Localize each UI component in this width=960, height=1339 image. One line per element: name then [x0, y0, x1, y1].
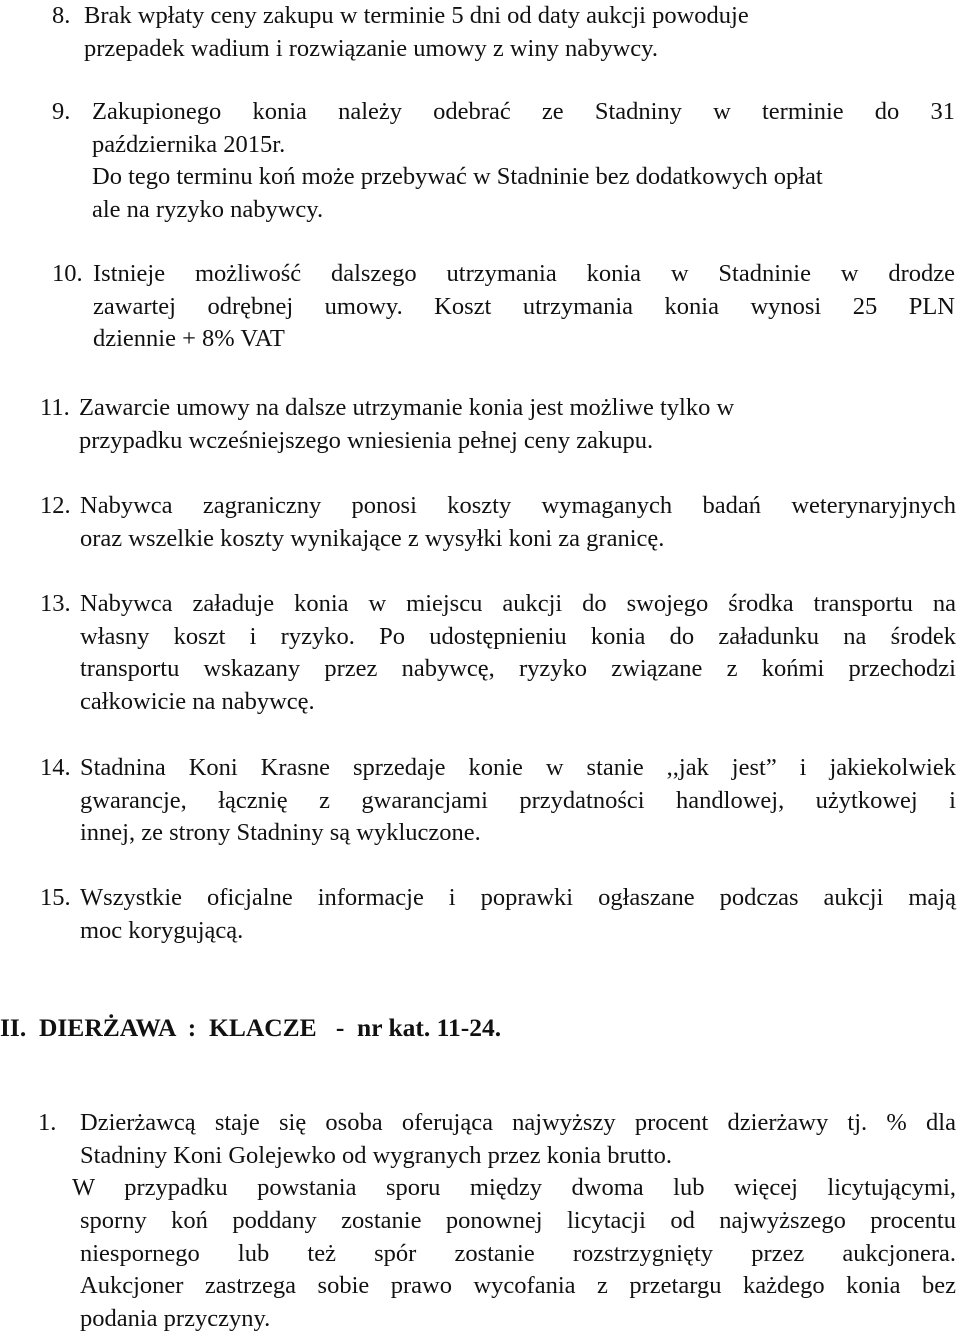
item-line: Brak wpłaty ceny zakupu w terminie 5 dni od daty aukcji powoduje — [84, 2, 749, 29]
item-line: Zawarcie umowy na dalsze utrzymanie konia jest możliwe tylko w — [79, 394, 735, 421]
item-line: innej, ze strony Stadniny są wykluczone. — [80, 819, 481, 847]
item-number: 1. — [38, 1109, 57, 1136]
paragraph-line: podania przyczyny. — [80, 1304, 271, 1332]
paragraph-line: W przypadku powstania sporu między dwoma lub więcej licytującymi, — [72, 1174, 956, 1201]
item-line: Nabywca załaduje konia w miejscu aukcji do swojego środka transportu na — [80, 590, 956, 617]
item-line: transportu wskazany przez nabywcę, ryzyko związane z końmi przechodzi — [80, 655, 956, 683]
item-line: przepadek wadium i rozwiązanie umowy z winy nabywcy. — [84, 34, 658, 62]
item-number: 8. — [52, 2, 71, 29]
paragraph-line: sporny koń poddany zostanie ponownej licytacji od najwyższego procentu — [80, 1207, 956, 1234]
item-number: 13. — [40, 590, 71, 617]
item-line: całkowicie na nabywcę. — [80, 687, 315, 715]
item-line: gwarancje, łącznię z gwarancjami przydatności handlowej, użytkowej i — [80, 786, 956, 814]
item-line: zawartej odrębnej umowy. Koszt utrzymania konia wynosi 25 PLN — [93, 292, 955, 320]
item-line: Dzierżawcą staje się osoba oferująca najwyższy procent dzierżawy tj. % dla — [80, 1109, 956, 1136]
section-heading — [0, 1011, 501, 1045]
item-line: Stadnina Koni Krasne sprzedaje konie w stanie ,,jak jest” i jakiekolwiek — [80, 754, 956, 781]
item-line: ale na ryzyko nabywcy. — [92, 195, 324, 223]
item-line: października 2015r. — [92, 130, 286, 158]
item-number: 11. — [40, 394, 70, 421]
section-heading-text: II. DIERŻAWA : KLACZE - nr kat. 11-24. — [0, 1013, 502, 1042]
item-line: dziennie + 8% VAT — [93, 325, 285, 353]
item-line: moc korygującą. — [80, 916, 244, 944]
item-number: 10. — [52, 260, 83, 287]
item-number: 12. — [40, 492, 71, 519]
item-line: Do tego terminu koń może przebywać w Stadninie bez dodatkowych opłat — [92, 163, 823, 191]
item-line: przypadku wcześniejszego wniesienia pełnej ceny zakupu. — [79, 426, 654, 454]
paragraph-line: Aukcjoner zastrzega sobie prawo wycofania z przetargu każdego konia bez — [80, 1272, 956, 1300]
item-line: Wszystkie oficjalne informacje i poprawki ogłaszane podczas aukcji mają — [80, 884, 956, 911]
item-number: 15. — [40, 884, 71, 911]
item-line: Nabywca zagraniczny ponosi koszty wymaganych badań weterynaryjnych — [80, 492, 956, 519]
item-line: Istnieje możliwość dalszego utrzymania konia w Stadninie w drodze — [93, 260, 955, 287]
item-line: Stadniny Koni Golejewko od wygranych przez konia brutto. — [80, 1141, 672, 1169]
item-number: 9. — [52, 98, 71, 125]
item-line: Zakupionego konia należy odebrać ze Stadniny w terminie do 31 — [92, 98, 955, 125]
item-line: oraz wszelkie koszty wynikające z wysyłki koni za granicę. — [80, 524, 665, 552]
paragraph-line: niespornego lub też spór zostanie rozstrzygnięty przez aukcjonera. — [80, 1239, 956, 1267]
item-number: 14. — [40, 754, 71, 781]
item-line: własny koszt i ryzyko. Po udostępnieniu konia do załadunku na środek — [80, 622, 956, 650]
